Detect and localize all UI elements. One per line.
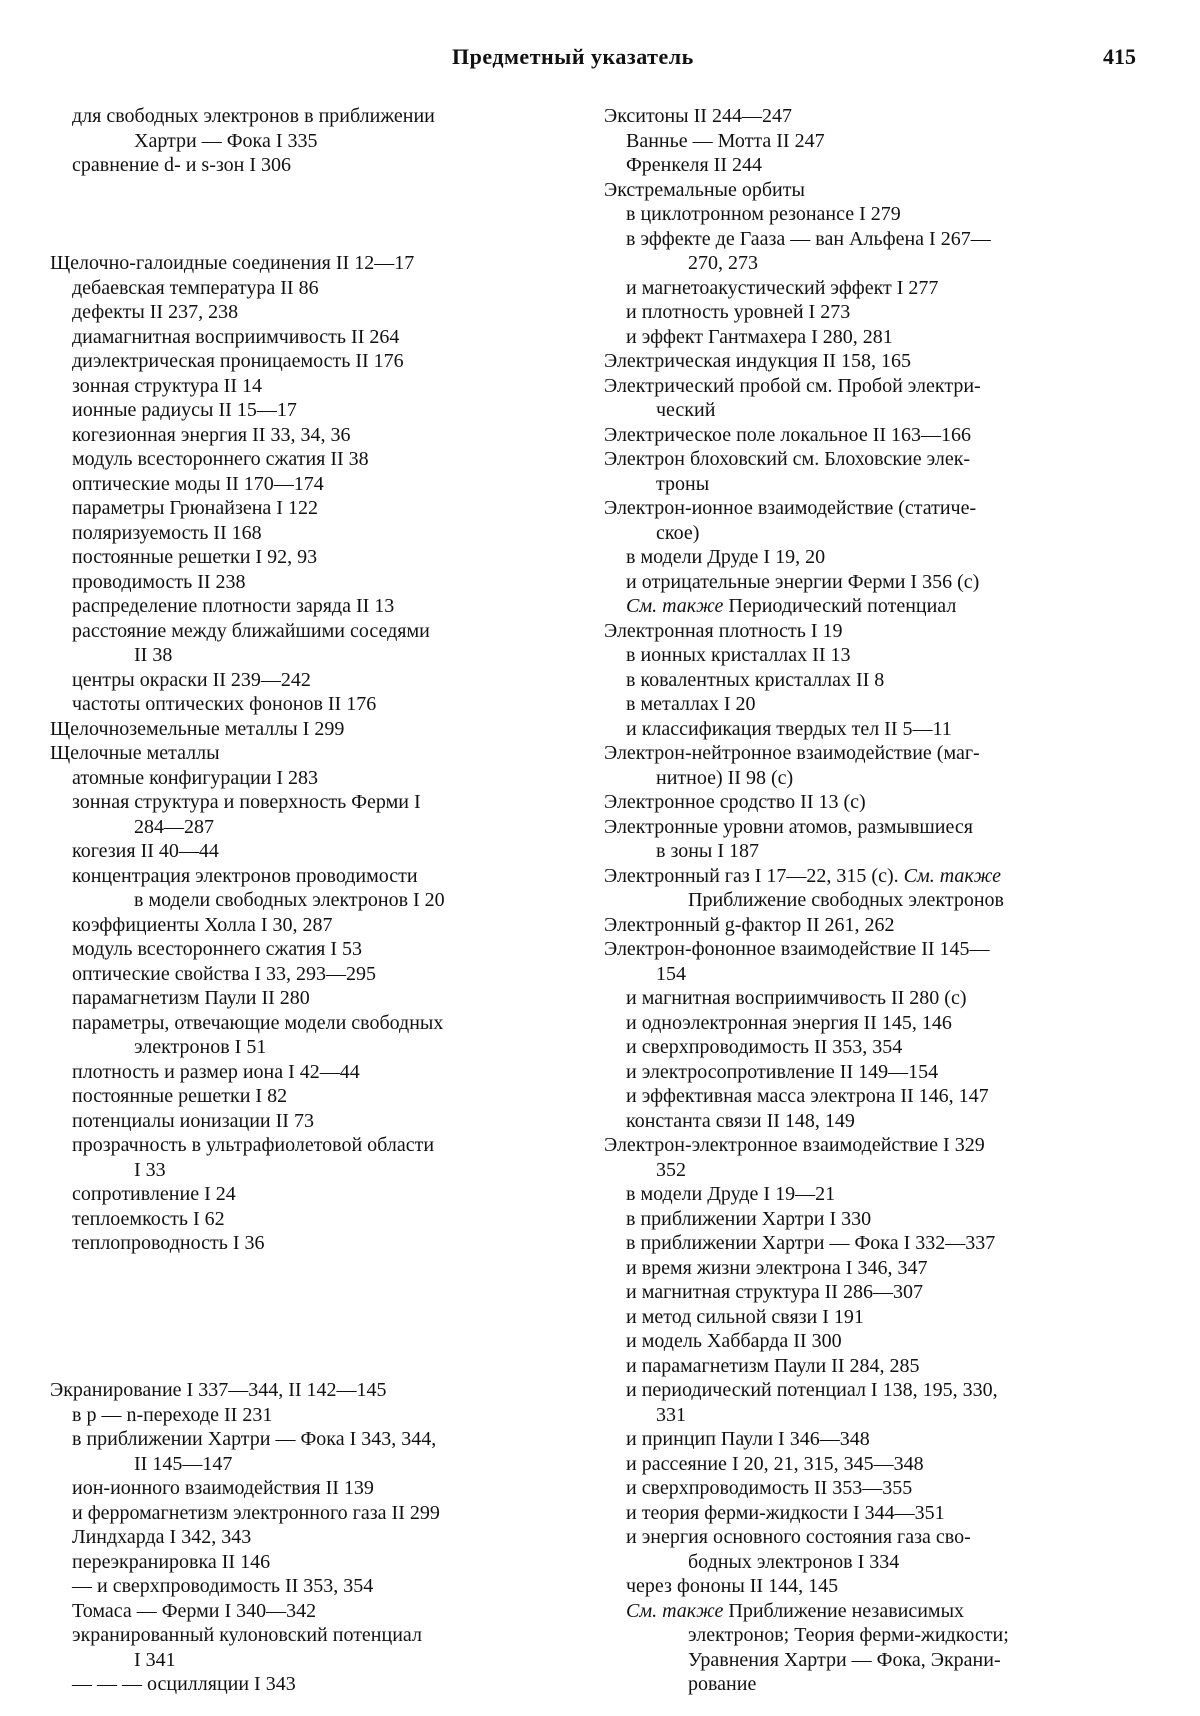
index-entry: сравнение d- и s-зон I 306	[72, 154, 292, 176]
index-entry: и сверхпроводимость II 353—355	[626, 1477, 913, 1499]
index-entry: 270, 273	[688, 252, 758, 274]
index-entry: бодных электронов I 334	[688, 1550, 900, 1573]
index-entry: и магнитная восприимчивость II 280 (с)	[626, 987, 967, 1009]
index-entry: Электронный газ I 17—22, 315 (с). См. также	[604, 864, 1001, 887]
index-entry: Экситоны II 244—247	[604, 105, 792, 127]
index-entry: в p — n-переходе II 231	[72, 1403, 273, 1426]
index-entry: Экстремальные орбиты	[604, 178, 805, 201]
index-entry: См. также Приближение независимых	[626, 1599, 965, 1622]
index-entry: Электрон-фононное взаимодействие II 145—	[604, 938, 990, 960]
blank-line	[50, 227, 590, 252]
index-entry: Электрическая индукция II 158, 165	[604, 350, 911, 372]
index-entry: константа связи II 148, 149	[626, 1109, 855, 1132]
index-entry: троны	[656, 472, 710, 495]
index-entry: и рассеяние I 20, 21, 315, 345—348	[626, 1452, 924, 1475]
blank-line	[50, 1354, 590, 1379]
index-entry: парамагнетизм Паули II 280	[72, 987, 310, 1009]
left-column	[50, 104, 590, 1697]
index-entry: Приближение свободных электронов	[688, 889, 1004, 911]
index-entry: теплопроводность I 36	[72, 1232, 265, 1254]
index-entry: в модели свободных электронов I 20	[134, 889, 445, 911]
index-entry: в металлах I 20	[626, 693, 756, 715]
blank-line	[50, 1329, 590, 1354]
index-entry: и ферромагнетизм электронного газа II 299	[72, 1501, 440, 1524]
index-entry: поляризуемость II 168	[72, 521, 262, 544]
index-entry: — — — осцилляции I 343	[72, 1673, 296, 1695]
index-entry: и сверхпроводимость II 353, 354	[626, 1036, 903, 1058]
index-entry: II 38	[134, 644, 173, 666]
index-entry: I 33	[134, 1158, 166, 1181]
index-entry: 352	[656, 1158, 686, 1181]
index-entry: Томаса — Ферми I 340—342	[72, 1599, 317, 1622]
index-entry: дебаевская температура II 86	[72, 276, 319, 299]
index-entry: оптические свойства I 33, 293—295	[72, 962, 376, 985]
index-entry: Электрон-ионное взаимодействие (статиче-	[604, 497, 977, 519]
index-entry: Уравнения Хартри — Фока, Экрани-	[688, 1648, 1001, 1671]
index-entry: потенциалы ионизации II 73	[72, 1109, 314, 1132]
index-entry: для свободных электронов в приближении	[72, 105, 435, 127]
index-entry: зонная структура и поверхность Ферми I	[72, 791, 421, 813]
index-entry: модуль всестороннего сжатия II 38	[72, 448, 369, 470]
index-entry: диэлектрическая проницаемость II 176	[72, 350, 404, 372]
index-entry: через фононы II 144, 145	[626, 1575, 839, 1597]
index-entry: и одноэлектронная энергия II 145, 146	[626, 1011, 952, 1034]
index-entry: и магнитная структура II 286—307	[626, 1281, 923, 1303]
index-entry: I 341	[134, 1648, 176, 1671]
index-entry: 331	[656, 1403, 686, 1426]
index-entry: расстояние между ближайшими соседями	[72, 619, 430, 642]
index-entry: Электронные уровни атомов, размывшиеся	[604, 815, 973, 838]
page-title: Предметный указатель	[452, 44, 694, 69]
index-entry: и магнетоакустический эффект I 277	[626, 276, 939, 299]
index-entry: 284—287	[134, 815, 214, 838]
index-entry: переэкранировка II 146	[72, 1550, 271, 1573]
index-entry: и модель Хаббарда II 300	[626, 1330, 842, 1352]
index-entry: атомные конфигурации I 283	[72, 766, 319, 789]
right-column	[604, 104, 1152, 1697]
index-entry: и метод сильной связи I 191	[626, 1305, 864, 1328]
index-entry: в зоны I 187	[656, 840, 760, 862]
index-entry: и плотность уровней I 273	[626, 301, 851, 323]
index-entry: и эффективная масса электрона II 146, 147	[626, 1085, 989, 1107]
index-entry: когезионная энергия II 33, 34, 36	[72, 423, 351, 446]
index-entry: рование	[688, 1673, 757, 1695]
page-number: 415	[1103, 44, 1136, 69]
index-entry: параметры Грюнайзена I 122	[72, 497, 318, 519]
index-entry: в приближении Хартри I 330	[626, 1207, 872, 1230]
index-entry: в приближении Хартри — Фока I 343, 344,	[72, 1428, 437, 1450]
index-entry: коэффициенты Холла I 30, 287	[72, 913, 333, 936]
index-entry: ион-ионного взаимодействия II 139	[72, 1477, 374, 1499]
index-entry: экранированный кулоновский потенциал	[72, 1624, 422, 1646]
index-entry: оптические моды II 170—174	[72, 472, 324, 495]
index-entry: Электрический пробой см. Пробой электри-	[604, 374, 981, 397]
index-entry: когезия II 40—44	[72, 840, 219, 862]
index-entry: Экранирование I 337—344, II 142—145	[50, 1379, 387, 1401]
index-entry: См. также Периодический потенциал	[626, 595, 957, 617]
index-entry: Электрическое поле локальное II 163—166	[604, 423, 972, 446]
index-entry: и время жизни электрона I 346, 347	[626, 1256, 928, 1279]
index-entry: зонная структура II 14	[72, 374, 262, 397]
index-entry: электронов; Теория ферми-жидкости;	[688, 1624, 1009, 1646]
index-entry: в ковалентных кристаллах II 8	[626, 668, 885, 691]
index-entry: и эффект Гантмахера I 280, 281	[626, 325, 893, 348]
index-entry: и теория ферми-жидкости I 344—351	[626, 1501, 945, 1524]
index-entry: Щелочноземельные металлы I 299	[50, 717, 345, 740]
index-entry: и классификация твердых тел II 5—11	[626, 717, 952, 740]
index-entry: Электрон-нейтронное взаимодействие (маг-	[604, 742, 980, 764]
index-entry: Электронный g-фактор II 261, 262	[604, 913, 895, 936]
index-entry: и электросопротивление II 149—154	[626, 1060, 939, 1083]
index-entry: и принцип Паули I 346—348	[626, 1428, 870, 1450]
blank-line	[50, 1305, 590, 1330]
index-entry: Электрон блоховский см. Блоховские элек-	[604, 448, 971, 470]
index-entry: прозрачность в ультрафиолетовой области	[72, 1134, 435, 1156]
index-entry: Щелочные металлы	[50, 742, 220, 764]
index-entry: и отрицательные энергии Ферми I 356 (с)	[626, 570, 980, 593]
index-entry: в модели Друде I 19, 20	[626, 546, 826, 568]
index-entry: в модели Друде I 19—21	[626, 1183, 836, 1205]
index-entry: нитное) II 98 (с)	[656, 766, 794, 789]
index-entry: и энергия основного состояния газа сво-	[626, 1526, 971, 1548]
page-header	[0, 44, 1200, 84]
index-entry: Электрон-электронное взаимодействие I 329	[604, 1134, 985, 1156]
index-entry: частоты оптических фононов II 176	[72, 693, 377, 715]
index-entry: ское)	[656, 521, 700, 544]
index-entry: и парамагнетизм Паули II 284, 285	[626, 1354, 920, 1377]
index-entry: Линдхарда I 342, 343	[72, 1526, 252, 1548]
index-entry: Щелочно-галоидные соединения II 12—17	[50, 252, 415, 274]
index-entry: теплоемкость I 62	[72, 1207, 225, 1230]
index-entry: постоянные решетки I 82	[72, 1085, 288, 1107]
index-entry: модуль всестороннего сжатия I 53	[72, 938, 362, 960]
index-entry: дефекты II 237, 238	[72, 301, 239, 323]
blank-line	[50, 202, 590, 227]
index-entry: диамагнитная восприимчивость II 264	[72, 325, 400, 348]
index-entry: Электронная плотность I 19	[604, 619, 843, 642]
index-entry: проводимость II 238	[72, 570, 246, 593]
index-entry: в приближении Хартри — Фока I 332—337	[626, 1232, 996, 1254]
index-entry: в циклотронном резонансе I 279	[626, 203, 901, 225]
index-entry: Ваннье — Мотта II 247	[626, 129, 825, 152]
blank-line	[50, 1280, 590, 1305]
index-entry: концентрация электронов проводимости	[72, 864, 418, 887]
blank-line	[50, 178, 590, 203]
index-entry: в ионных кристаллах II 13	[626, 644, 851, 666]
index-entry: постоянные решетки I 92, 93	[72, 546, 318, 568]
index-entry: плотность и размер иона I 42—44	[72, 1060, 360, 1083]
index-entry: Хартри — Фока I 335	[134, 129, 318, 152]
index-entry: ческий	[656, 399, 716, 421]
index-entry: распределение плотности заряда II 13	[72, 595, 395, 617]
index-entry: электронов I 51	[134, 1036, 267, 1058]
index-entry: параметры, отвечающие модели свободных	[72, 1011, 444, 1034]
index-entry: сопротивление I 24	[72, 1183, 236, 1205]
index-entry: Френкеля II 244	[626, 154, 762, 176]
index-entry: — и сверхпроводимость II 353, 354	[72, 1575, 374, 1597]
index-entry: II 145—147	[134, 1452, 233, 1475]
index-entry: ионные радиусы II 15—17	[72, 399, 297, 421]
index-entry: центры окраски II 239—242	[72, 668, 311, 691]
index-entry: 154	[656, 962, 686, 985]
index-entry: в эффекте де Гааза — ван Альфена I 267—	[626, 227, 991, 250]
index-entry: и периодический потенциал I 138, 195, 330,	[626, 1379, 998, 1401]
blank-line	[50, 1256, 590, 1281]
index-entry: Электронное сродство II 13 (с)	[604, 791, 866, 813]
